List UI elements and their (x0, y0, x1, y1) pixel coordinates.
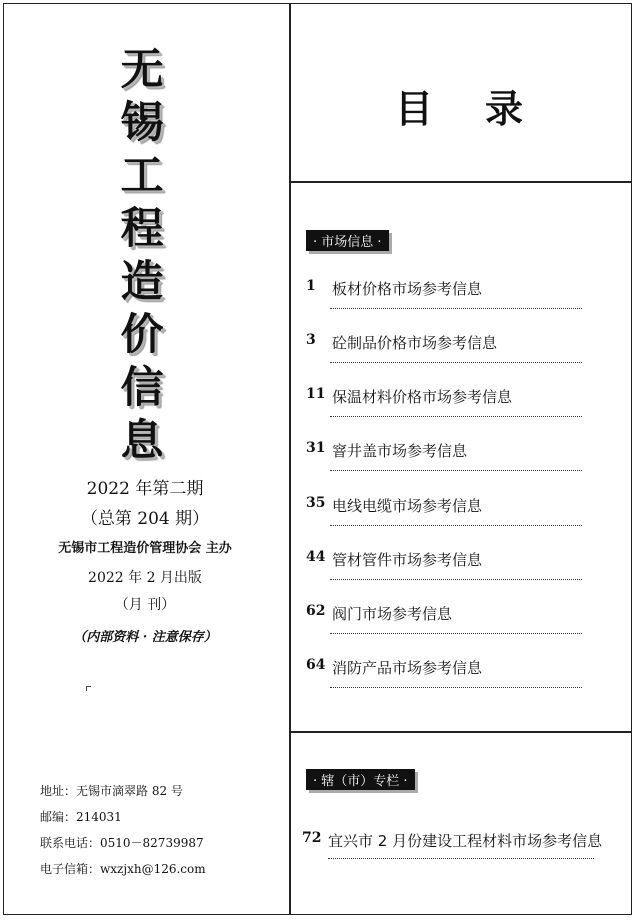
toc-entry-title: 管材管件市场参考信息 (332, 551, 483, 569)
column-divider (289, 3, 291, 915)
toc-entry[interactable] (306, 440, 586, 470)
toc-page-number: 64 (306, 657, 326, 673)
dot-leader (330, 687, 582, 688)
confidential-note: （内部资料 · 注意保存） (73, 630, 217, 645)
title-char: 信 (120, 363, 164, 413)
title-char: 造 (120, 257, 164, 307)
toc-page-number: 44 (306, 549, 326, 565)
dot-leader (330, 633, 582, 634)
toc-page-number: 11 (306, 386, 326, 402)
title-char: 锡 (120, 98, 164, 148)
corner-mark (86, 686, 91, 691)
toc-entry-title: 电线电缆市场参考信息 (332, 497, 483, 515)
title-char: 息 (120, 416, 164, 466)
title-char: 工 (120, 151, 164, 201)
section-tag-market: · 市场信息 · (306, 230, 389, 251)
dot-leader (330, 362, 582, 363)
section-tag-district: · 辖（市）专栏 · (306, 769, 415, 790)
toc-entry-title: 阀门市场参考信息 (332, 605, 453, 623)
toc-entry[interactable] (302, 830, 622, 860)
toc-page-number: 72 (302, 830, 322, 846)
toc-entry-title: 板材价格市场参考信息 (332, 280, 483, 298)
toc-entry-title: 消防产品市场参考信息 (332, 659, 483, 677)
toc-entry-title: 保温材料价格市场参考信息 (332, 388, 513, 406)
section-divider (289, 731, 632, 733)
toc-page-number: 62 (306, 603, 326, 619)
dot-leader (330, 525, 582, 526)
publish-date: 2022 年 2 月出版 (88, 570, 202, 586)
title-char: 价 (120, 310, 164, 360)
dot-leader (330, 416, 582, 417)
toc-page-number: 31 (306, 440, 326, 456)
contact-address: 地址：无锡市滴翠路 82 号 (40, 784, 183, 798)
toc-entry[interactable] (306, 278, 586, 308)
journal-title (112, 44, 172, 468)
toc-entry-title: 宜兴市 2 月份建设工程材料市场参考信息 (328, 832, 603, 850)
toc-entry[interactable] (306, 603, 586, 633)
dot-leader (328, 858, 594, 859)
frequency: （月 刊） (114, 597, 176, 613)
toc-page-number: 35 (306, 495, 326, 511)
dot-leader (330, 308, 582, 309)
toc-entry-title: 窨井盖市场参考信息 (332, 442, 468, 460)
dot-leader (330, 470, 582, 471)
heading-divider (289, 181, 632, 183)
toc-page-number: 3 (306, 332, 316, 348)
toc-entry[interactable] (306, 657, 586, 687)
contact-email: 电子信箱：wxzjxh@126.com (40, 862, 206, 876)
issue-total: （总第 204 期） (80, 509, 210, 529)
dot-leader (330, 579, 582, 580)
title-char: 程 (120, 204, 164, 254)
toc-heading: 目录 (395, 86, 576, 131)
contact-postcode: 邮编：214031 (40, 810, 122, 824)
toc-entry-title: 砼制品价格市场参考信息 (332, 334, 498, 352)
sponsor: 无锡市工程造价管理协会 主办 (58, 541, 232, 556)
toc-entry[interactable] (306, 386, 586, 416)
title-char: 无 (120, 45, 164, 95)
toc-entry[interactable] (306, 549, 586, 579)
contact-phone: 联系电话：0510－82739987 (40, 836, 204, 850)
issue-number: 2022 年第二期 (86, 479, 204, 499)
toc-entry[interactable] (306, 332, 586, 362)
toc-page-number: 1 (306, 278, 316, 294)
toc-entry[interactable] (306, 495, 586, 525)
